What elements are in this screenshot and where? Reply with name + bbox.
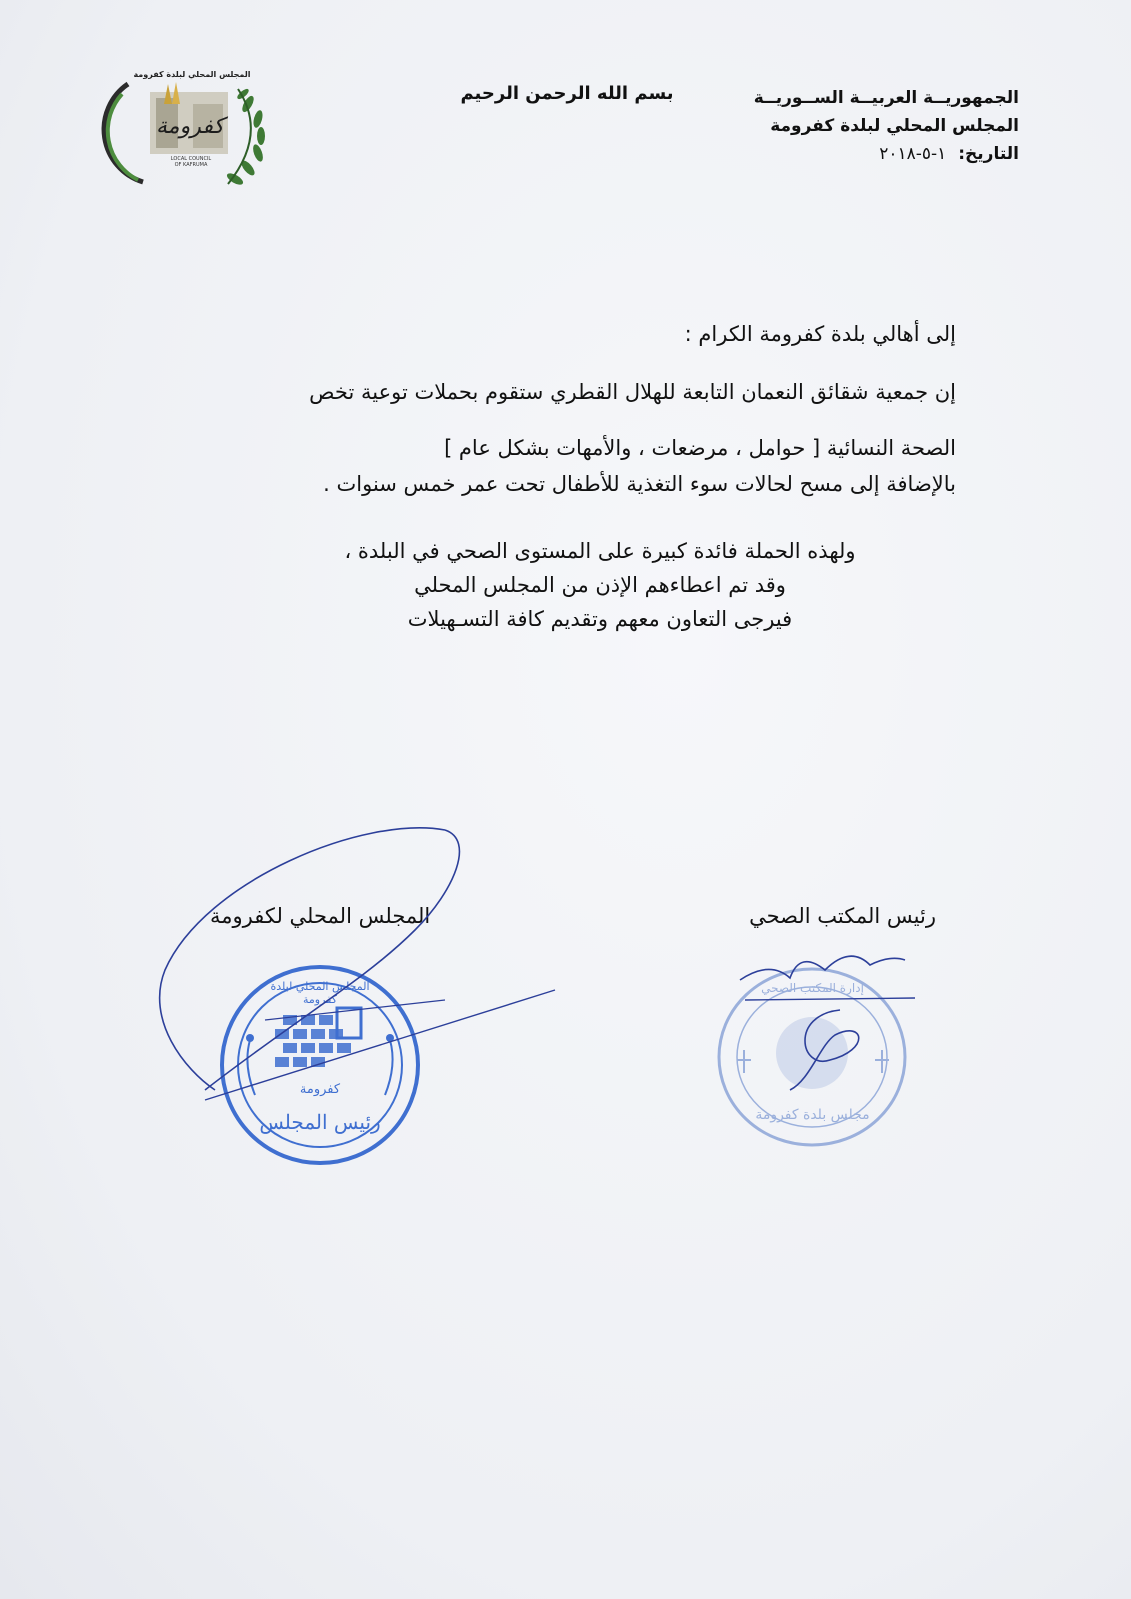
logo-name: كفرومة bbox=[156, 114, 224, 139]
logo-en-line1: LOCAL COUNCIL bbox=[170, 156, 212, 162]
date-value: ١-٥-٢٠١٨ bbox=[879, 144, 947, 164]
left-stamp-name: كفرومة bbox=[299, 1082, 341, 1097]
letter-line-3: بالإضافة إلى مسح لحالات سوء التغذية للأطفال تحت عمر خمس سنوات . bbox=[323, 472, 956, 496]
closing-block bbox=[300, 534, 900, 636]
logo-en-line2: OF KAFRUMA bbox=[174, 162, 208, 168]
left-signature-title: المجلس المحلي لكفرومة bbox=[210, 904, 431, 928]
salutation: إلى أهالي بلدة كفرومة الكرام : bbox=[684, 322, 956, 346]
council-name: المجلس المحلي لبلدة كفرومة bbox=[770, 116, 1019, 136]
basmala: بسم الله الرحمن الرحيم bbox=[460, 83, 674, 104]
letterhead bbox=[754, 84, 1019, 168]
council-logo bbox=[98, 64, 280, 194]
closing-line: ولهذه الحملة فائدة كبيرة على المستوى الصحي في البلدة ، bbox=[344, 539, 856, 563]
right-signature-scribble bbox=[730, 940, 930, 1100]
date-label: التاريخ: bbox=[958, 144, 1019, 164]
letter-line-2: الصحة النسائية [ حوامل ، مرضعات ، والأمهات بشكل عام ] bbox=[444, 436, 956, 460]
right-signature-title: رئيس المكتب الصحي bbox=[749, 904, 936, 928]
letter-line-1: إن جمعية شقائق النعمان التابعة للهلال القطري ستقوم بحملات توعية تخص bbox=[309, 380, 956, 404]
date-line bbox=[754, 140, 1019, 168]
left-stamp-top-text: المجلس المحلي لبلدة كفرومة bbox=[270, 980, 370, 1006]
logo-top-text: المجلس المحلي لبلدة كفرومة bbox=[133, 70, 251, 79]
left-stamp-bottom-text: رئيس المجلس bbox=[259, 1110, 381, 1134]
closing-line: وقد تم اعطاءهم الإذن من المجلس المحلي bbox=[414, 573, 786, 597]
right-stamp-bottom-text: مجلس بلدة كفرومة bbox=[755, 1107, 870, 1123]
republic-name: الجمهوريــة العربيــة الســوريــة bbox=[753, 88, 1019, 108]
left-signature-scribble bbox=[145, 820, 565, 1120]
right-stamp-top-text: إدارة المكتب الصحي bbox=[761, 981, 864, 995]
closing-line: فيرجى التعاون معهم وتقديم كافة التسـهيلات bbox=[407, 607, 793, 631]
